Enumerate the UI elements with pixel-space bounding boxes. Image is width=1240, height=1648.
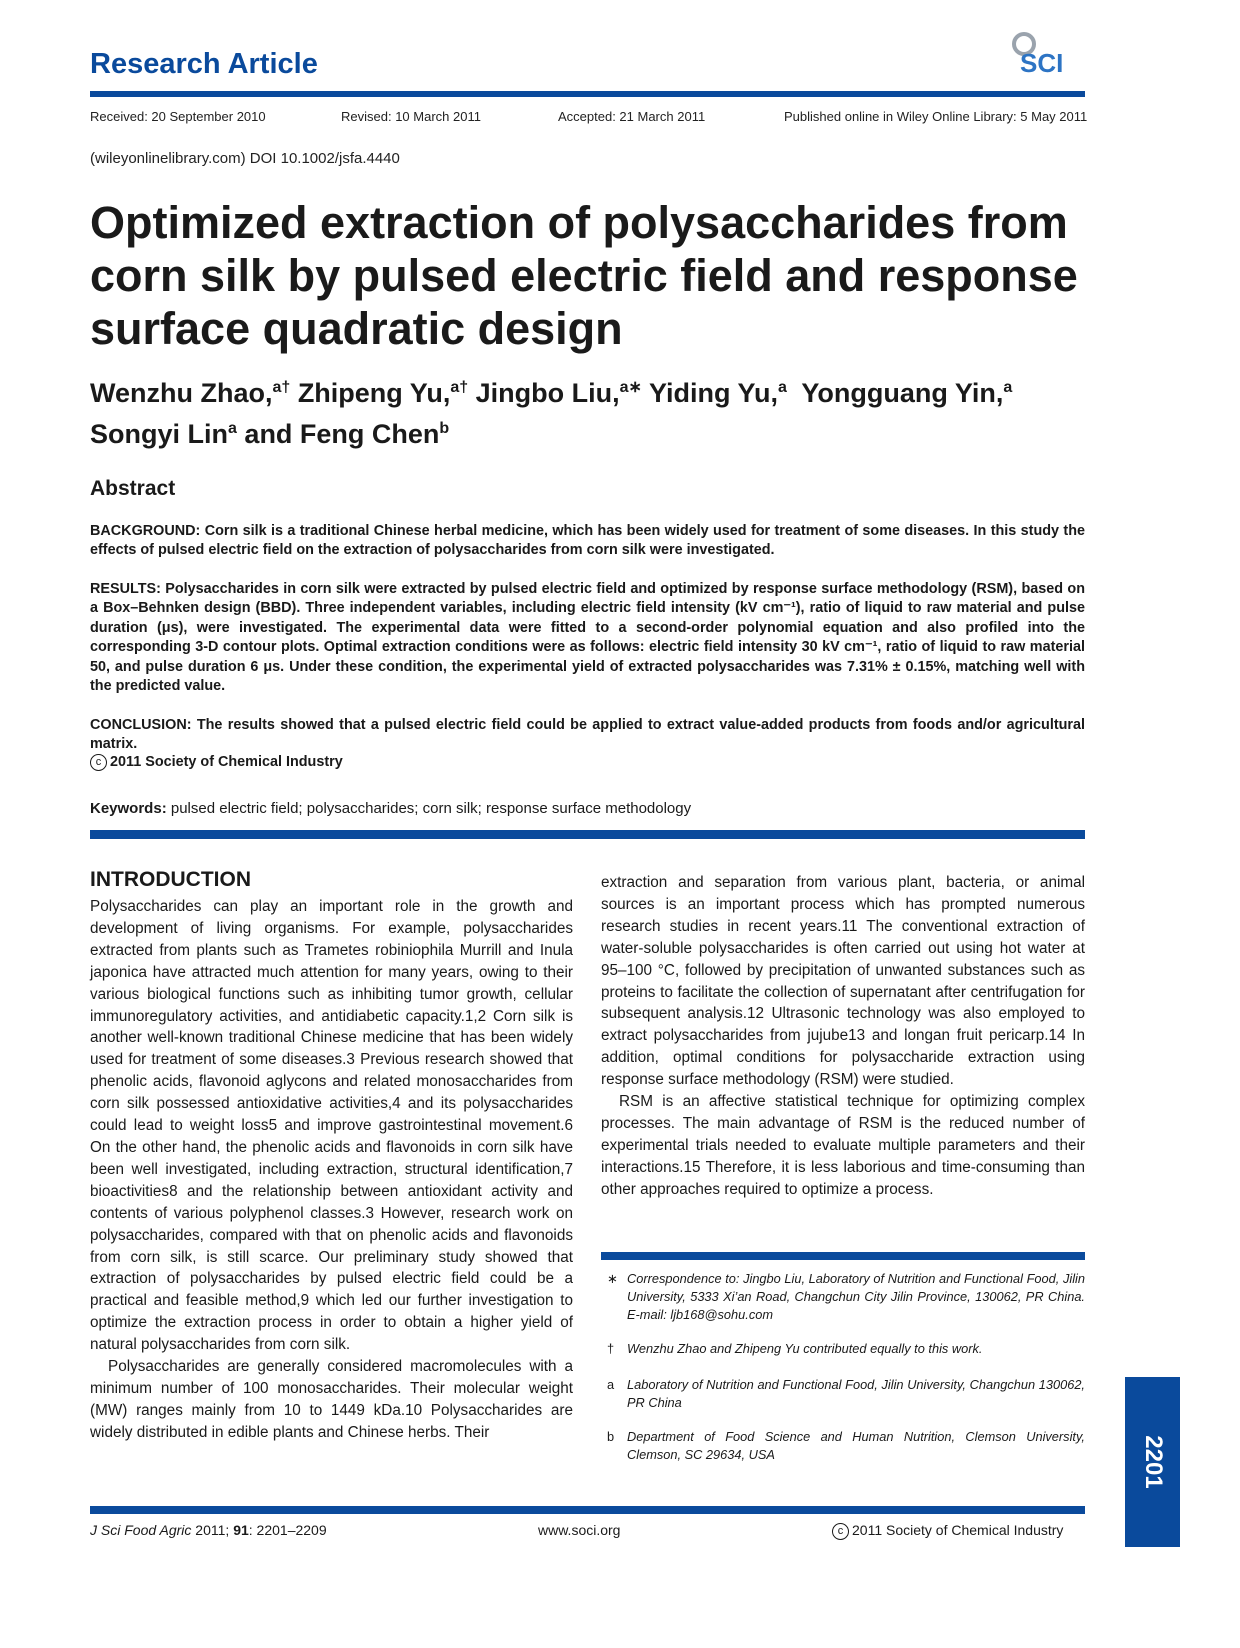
journal-year: 2011; <box>191 1522 234 1538</box>
author-name: Jingbo Liu, <box>475 378 620 408</box>
footnote-marker: a <box>607 1377 615 1392</box>
journal-name: J Sci Food Agric <box>90 1522 192 1538</box>
footnote-marker: † <box>607 1341 615 1356</box>
footnote-text: Laboratory of Nutrition and Functional Food, Jilin University, Changchun 130062, PR China <box>627 1377 1085 1410</box>
copyright-icon: c <box>832 1523 849 1540</box>
author-name: Yiding Yu, <box>648 378 778 408</box>
section-label: Research Article <box>90 48 318 80</box>
introduction-heading: INTRODUCTION <box>90 868 251 891</box>
left-column <box>90 896 573 1444</box>
sci-logo <box>1010 30 1090 80</box>
footnote-text: Correspondence to: Jingbo Liu, Laboratory of Nutrition and Functional Food, Jilin University, 5333 Xi’an Road, Changchun City Jilin Province, 130062, PR China. E-mail: ljb168@sohu.com <box>627 1271 1085 1322</box>
page-number-tab <box>1125 1377 1180 1547</box>
author-affiliation-mark: a <box>777 379 787 396</box>
author-affiliation-mark: a <box>1003 379 1013 396</box>
copyright-text: 2011 Society of Chemical Industry <box>852 1522 1064 1538</box>
body-paragraph: Polysaccharides can play an important role in the growth and development of living organisms. For example, polysaccharides extracted from plants such as Trametes robiniophila Murrill and Inula japonica have attracted much attention for many years, owing to their various biological functions such as inhibiting tumor growth, cellular immunoregulatory activities, and antidiabetic capacity.1,2 Corn silk is another well-known traditional Chinese medicine that has been widely used for treatment of some diseases.3 Previous research showed that phenolic acids, flavonoid aglycons and related monosaccharides from corn silk possessed antioxidative activities,4 and its polysaccharides could lead to weight loss5 and improve gastrointestinal movement.6 On the other hand, the phenolic acids and flavonoids in corn silk have been well investigated, including extraction, structural identification,7 bioactivities8 and the relationship between antioxidant activity and contents of various polyphenol classes.3 However, research work on polysaccharides, compared with that on phenolic acids and flavonoids from corn silk, is still scarce. Our preliminary study showed that extraction of polysaccharides by pulsed electric field could be a practical and feasible method,9 which led our further investigation to optimize the extraction process in order to obtain a higher yield of natural polysaccharides from corn silk. <box>90 898 573 1354</box>
author-affiliation-mark: a∗ <box>619 379 642 396</box>
section-rule <box>90 830 1085 839</box>
keywords-line <box>90 800 691 817</box>
author-affiliation-mark: a† <box>450 379 469 396</box>
footer-website-link[interactable]: www.soci.org <box>538 1522 621 1538</box>
footnote-rule <box>601 1252 1085 1260</box>
revised-date: Revised: 10 March 2011 <box>341 109 481 124</box>
header-rule <box>90 91 1085 97</box>
body-paragraph: Polysaccharides are generally considered macromolecules with a minimum number of 100 monosaccharides. Their molecular weight (MW) ranges mainly from 10 to 1449 kDa.10 Polysaccharides are widely distributed in edible plants and Chinese herbs. Their <box>90 1358 573 1441</box>
footnote-marker: ∗ <box>607 1271 618 1286</box>
body-paragraph: extraction and separation from various plant, bacteria, or animal sources is an important process which has prompted numerous research studies in recent years.11 The conventional extraction of water-soluble polysaccharides is often carried out using hot water at 95–100 °C, followed by precipitation of unwanted substances such as proteins to facilitate the collection of supernatant after centrifugation for subsequent analysis.12 Ultrasonic technology was also employed to extract polysaccharides from jujube13 and longan fruit pericarp.14 In addition, optimal conditions for polysaccharide extraction using response surface methodology (RSM) were studied. <box>601 874 1085 1089</box>
footer-citation <box>90 1522 327 1538</box>
footnote-marker: b <box>607 1429 615 1444</box>
doi-line: (wileyonlinelibrary.com) DOI 10.1002/jsfa.4440 <box>90 150 400 167</box>
keywords-text: pulsed electric field; polysaccharides; corn silk; response surface methodology <box>166 800 692 817</box>
author-affiliation-mark: a† <box>272 379 291 396</box>
copyright-icon: c <box>90 754 107 771</box>
journal-volume: 91 <box>233 1522 249 1538</box>
published-date: Published online in Wiley Online Library: 5 May 2011 <box>784 109 1088 124</box>
body-paragraph: RSM is an affective statistical technique for optimizing complex processes. The main advantage of RSM is the reduced number of experimental trials needed to evaluate multiple parameters and their interactions.15 Therefore, it is less laborious and time-consuming than other approaches required to optimize a process. <box>601 1093 1085 1198</box>
keywords-label: Keywords: <box>90 800 167 817</box>
footnote-text: Wenzhu Zhao and Zhipeng Yu contributed equally to this work. <box>627 1341 983 1356</box>
footnote-text: Department of Food Science and Human Nutrition, Clemson University, Clemson, SC 29634, USA <box>627 1429 1085 1462</box>
abstract-conclusion: CONCLUSION: The results showed that a pulsed electric field could be applied to extract value-added products from foods and/or agricultural matrix. <box>90 717 1085 753</box>
author-name: Yongguang Yin, <box>801 378 1004 408</box>
footer-copyright <box>832 1522 1063 1540</box>
article-title: Optimized extraction of polysaccharides from corn silk by pulsed electric field and response surface quadratic design <box>90 197 1078 354</box>
abstract-heading: Abstract <box>90 477 176 500</box>
received-date: Received: 20 September 2010 <box>90 109 266 124</box>
author-name: Wenzhu Zhao, <box>90 378 273 408</box>
author-name: Zhipeng Yu, <box>297 378 451 408</box>
author-affiliation-mark: a <box>228 420 237 437</box>
abstract-results: RESULTS: Polysaccharides in corn silk were extracted by pulsed electric field and optimized by response surface methodology (RSM), based on a Box–Behnken design (BBD). Three independent variables, including electric field intensity (kV cm⁻¹), ratio of liquid to raw material and pulse duration (μs), were investigated. The experimental data were fitted to a second-order polynomial equation and also profiled into the corresponding 3-D contour plots. Optimal extraction conditions were as follows: electric field intensity 30 kV cm⁻¹, ratio of liquid to raw material 50, and pulse duration 6 μs. Under these condition, the experimental yield of extracted polysaccharides was 7.31% ± 0.15%, matching well with the predicted value. <box>90 581 1085 695</box>
footer-rule <box>90 1506 1085 1514</box>
author-name: Songyi Lin <box>90 419 228 449</box>
abstract-background: BACKGROUND: Corn silk is a traditional Chinese herbal medicine, which has been widely used for treatment of some diseases. In this study the effects of pulsed electric field on the extraction of polysaccharides from corn silk were investigated. <box>90 523 1085 559</box>
journal-pages: : 2201–2209 <box>248 1522 327 1538</box>
author-list <box>90 370 1090 452</box>
logo-text: SCI <box>1020 48 1064 78</box>
right-column <box>601 872 1085 1201</box>
author-affiliation-mark: b <box>439 420 450 437</box>
author-name: and Feng Chen <box>244 419 440 449</box>
page-number: 2201 <box>1139 1435 1167 1489</box>
copyright-text: 2011 Society of Chemical Industry <box>110 754 343 770</box>
abstract-copyright <box>90 754 343 771</box>
accepted-date: Accepted: 21 March 2011 <box>558 109 706 124</box>
